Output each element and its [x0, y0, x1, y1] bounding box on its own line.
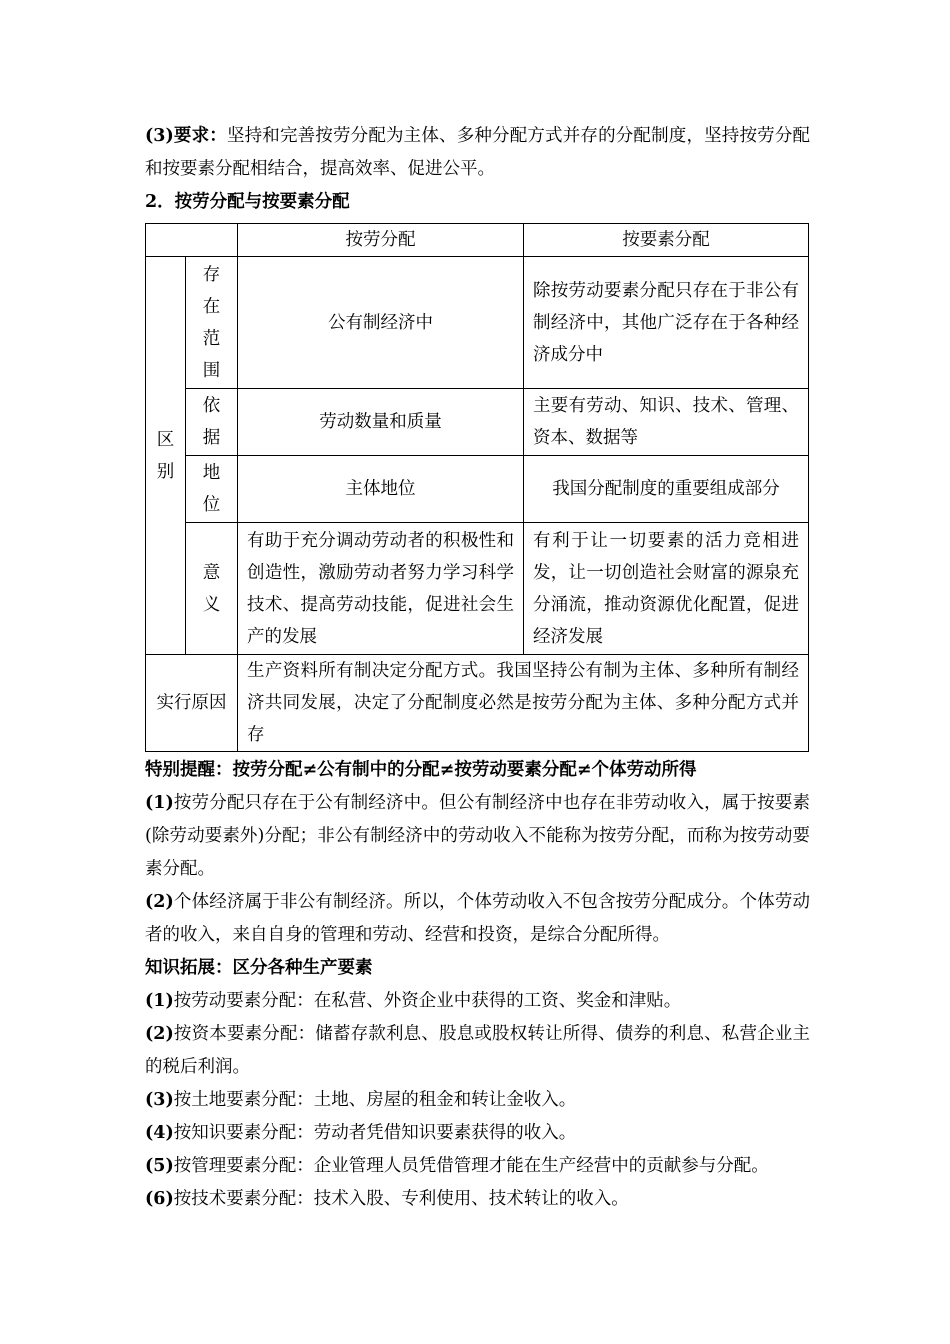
- corner-cell: [146, 224, 238, 257]
- labor-cell: 主体地位: [238, 456, 524, 523]
- item-text: 按技术要素分配：技术入股、专利使用、技术转让的收入。: [173, 1189, 629, 1209]
- reminder-paragraph: [145, 787, 810, 886]
- item-label: (3)要求：: [145, 126, 227, 146]
- group-label: 区别: [156, 429, 175, 482]
- item-label: (6): [145, 1189, 174, 1209]
- row-label: 存在范围: [202, 264, 221, 381]
- extension-item: [145, 1117, 810, 1150]
- table-header-row: [146, 224, 809, 257]
- labor-cell: 劳动数量和质量: [238, 389, 524, 456]
- item-label: (1): [145, 991, 174, 1011]
- labor-cell: 有助于充分调动劳动者的积极性和创造性，激励劳动者努力学习科学技术、提高劳动技能，促进社会生产的发展: [238, 523, 524, 655]
- item-label: (2): [145, 892, 174, 912]
- table-row: [146, 389, 809, 456]
- row-label-cell: [186, 523, 238, 655]
- group-label-cell: [146, 257, 186, 655]
- reason-label-cell: 实行原因: [146, 655, 238, 752]
- row-label-cell: [186, 257, 238, 389]
- extension-item: [145, 1084, 810, 1117]
- factor-cell: 主要有劳动、知识、技术、管理、资本、数据等: [524, 389, 809, 456]
- item-text: 按资本要素分配：储蓄存款利息、股息或股权转让所得、债券的利息、私营企业主的税后利润。: [145, 1024, 810, 1077]
- item-text: 按劳动要素分配：在私营、外资企业中获得的工资、奖金和津贴。: [173, 991, 682, 1011]
- extension-heading: 知识拓展：区分各种生产要素: [145, 958, 373, 978]
- item-label: (3): [145, 1090, 174, 1110]
- reminder-paragraph: [145, 886, 810, 952]
- header-labor: 按劳分配: [238, 224, 524, 257]
- reason-text-cell: 生产资料所有制决定分配方式。我国坚持公有制为主体、多种所有制经济共同发展，决定了分配制度必然是按劳分配为主体、多种分配方式并存: [238, 655, 809, 752]
- labor-cell: 公有制经济中: [238, 257, 524, 389]
- item-text: 个体经济属于非公有制经济。所以，个体劳动收入不包含按劳分配成分。个体劳动者的收入，来自自身的管理和劳动、经营和投资，是综合分配所得。: [145, 892, 810, 945]
- comparison-table: [145, 223, 809, 752]
- item-text: 按知识要素分配：劳动者凭借知识要素获得的收入。: [173, 1123, 577, 1143]
- item-label: (5): [145, 1156, 174, 1176]
- document-body: [145, 120, 810, 1216]
- table-row: [146, 655, 809, 752]
- extension-item: [145, 1018, 810, 1084]
- item-text: 按管理要素分配：企业管理人员凭借管理才能在生产经营中的贡献参与分配。: [173, 1156, 769, 1176]
- row-label: 地位: [202, 463, 221, 515]
- item-text: 按劳分配只存在于公有制经济中。但公有制经济中也存在非劳动收入，属于按要素(除劳动要素外)分配；非公有制经济中的劳动收入不能称为按劳分配，而称为按劳动要素分配。: [145, 793, 810, 879]
- header-factor: 按要素分配: [524, 224, 809, 257]
- extension-item: [145, 985, 810, 1018]
- row-label-cell: [186, 456, 238, 523]
- factor-cell: 我国分配制度的重要组成部分: [524, 456, 809, 523]
- factor-cell: 有利于让一切要素的活力竞相进发，让一切创造社会财富的源泉充分涌流，推动资源优化配置，促进经济发展: [524, 523, 809, 655]
- extension-item: [145, 1150, 810, 1183]
- table-row: [146, 456, 809, 523]
- item-label: (2): [145, 1024, 174, 1044]
- item-text: 坚持和完善按劳分配为主体、多种分配方式并存的分配制度，坚持按劳分配和按要素分配相结合，提高效率、促进公平。: [145, 126, 810, 179]
- item-text: 按土地要素分配：土地、房屋的租金和转让金收入。: [173, 1090, 577, 1110]
- table-row: [146, 257, 809, 389]
- extension-item: [145, 1183, 810, 1216]
- requirement-paragraph: [145, 120, 810, 186]
- item-label: (4): [145, 1123, 174, 1143]
- row-label: 依据: [202, 396, 221, 448]
- section-heading: 2．按劳分配与按要素分配: [145, 192, 350, 212]
- factor-cell: 除按劳动要素分配只存在于非公有制经济中，其他广泛存在于各种经济成分中: [524, 257, 809, 389]
- row-label-cell: [186, 389, 238, 456]
- row-label: 意义: [202, 562, 221, 615]
- table-row: [146, 523, 809, 655]
- item-label: (1): [145, 793, 174, 813]
- reminder-heading: 特别提醒：按劳分配≠公有制中的分配≠按劳动要素分配≠个体劳动所得: [145, 760, 697, 780]
